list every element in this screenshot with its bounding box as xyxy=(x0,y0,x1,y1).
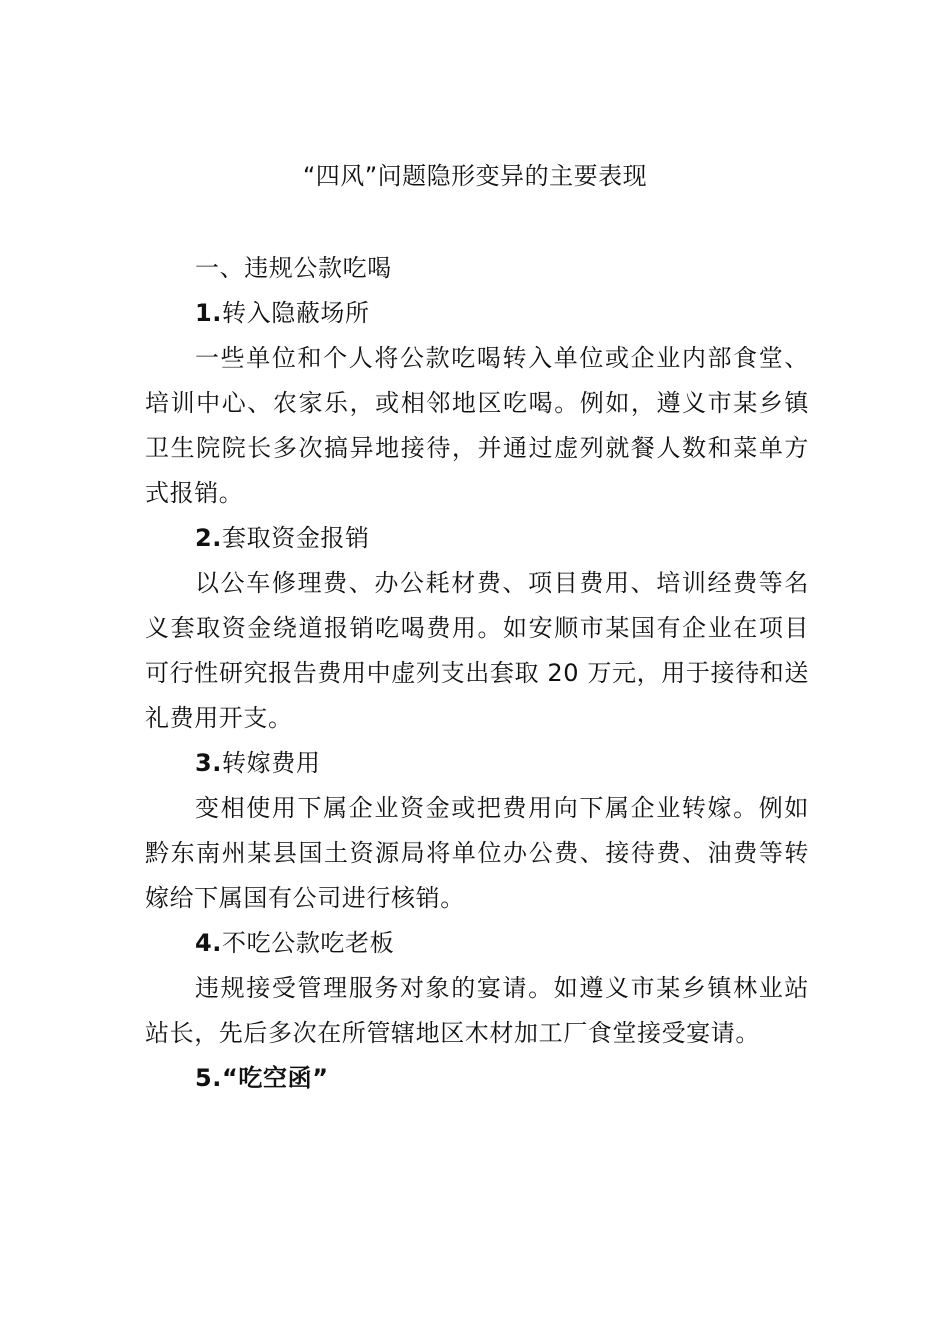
item-heading-3 xyxy=(145,741,809,786)
item-title-2: 套取资金报销 xyxy=(222,524,370,552)
item-heading-4 xyxy=(145,921,809,966)
section-heading: 一、违规公款吃喝 xyxy=(195,254,392,282)
item-paragraph-3: 变相使用下属企业资金或把费用向下属企业转嫁。例如黔东南州某县国土资源局将单位办公费、接待费、油费等转嫁给下属国有公司进行核销。 xyxy=(145,794,809,912)
item-heading-5 xyxy=(145,1056,809,1101)
item-heading-1 xyxy=(145,291,809,336)
item-paragraph-4: 违规接受管理服务对象的宴请。如遵义市某乡镇林业站站长，先后多次在所管辖地区木材加工厂食堂接受宴请。 xyxy=(145,974,809,1047)
item-number-2: 2. xyxy=(195,524,223,552)
item-number-4: 4. xyxy=(195,929,223,957)
item-paragraph-1: 一些单位和个人将公款吃喝转入单位或企业内部食堂、培训中心、农家乐，或相邻地区吃喝。例如，遵义市某乡镇卫生院院长多次搞异地接待，并通过虚列就餐人数和菜单方式报销。 xyxy=(145,344,809,507)
item-heading-2 xyxy=(145,516,809,561)
item-title-4: 不吃公款吃老板 xyxy=(222,929,395,957)
item-title-1: 转入隐蔽场所 xyxy=(222,299,370,327)
document-body xyxy=(145,246,809,1101)
document-title: “四风”问题隐形变异的主要表现 xyxy=(302,162,648,190)
item-title-3: 转嫁费用 xyxy=(222,749,321,777)
item-number-1: 1. xyxy=(195,299,223,327)
item-title-5: “吃空函” xyxy=(222,1064,329,1092)
item-paragraph-2: 以公车修理费、办公耗材费、项目费用、培训经费等名义套取资金绕道报销吃喝费用。如安顺市某国有企业在项目可行性研究报告费用中虚列支出套取 20 万元，用于接待和送礼费用开支。 xyxy=(145,569,809,732)
item-number-5: 5. xyxy=(195,1064,223,1092)
item-number-3: 3. xyxy=(195,749,223,777)
